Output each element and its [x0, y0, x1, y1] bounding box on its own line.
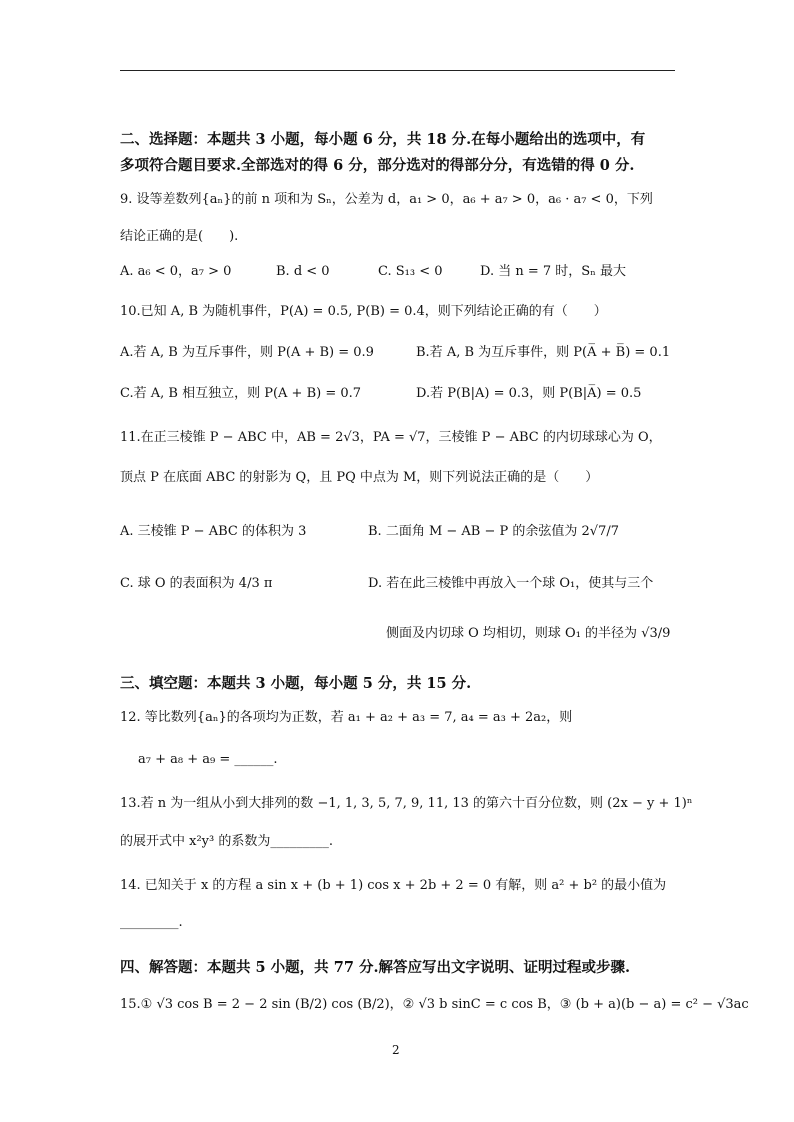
q11-option-d-line1: D. 若在此三棱锥中再放入一个球 O₁，使其与三个: [368, 576, 654, 591]
q11-stem-line1: 11.在正三棱锥 P − ABC 中，AB = 2√3，PA = √7，三棱锥 P − ABC 的内切球球心为 O，: [120, 430, 662, 445]
q14-stem-line1: 14. 已知关于 x 的方程 a sin x + (b + 1) cos x + 2b + 2 = 0 有解，则 a² + b² 的最小值为: [120, 878, 667, 893]
q11-option-d-line2: 侧面及内切球 O 均相切，则球 O₁ 的半径为 √3/9: [386, 626, 671, 641]
q15-stem-line1: 15.① √3 cos B = 2 − 2 sin (B/2) cos (B/2)，② √3 b sinC = c cos B，③ (b + a)(b − a) = c² − √3ac: [120, 997, 749, 1012]
q9-option-c: C. S₁₃ < 0: [378, 264, 443, 279]
q11-stem-line2: 顶点 P 在底面 ABC 的射影为 Q，且 PQ 中点为 M，则下列说法正确的是（ ）: [120, 470, 599, 485]
q9-stem-line2: 结论正确的是( ).: [120, 229, 239, 244]
page-number: 2: [392, 1043, 400, 1057]
q9-option-a: A. a₆ < 0，a₇ > 0: [120, 264, 232, 279]
q10-option-d: D.若 P(B|A) = 0.3，则 P(B|A̅) = 0.5: [416, 386, 642, 401]
q13-stem-line1: 13.若 n 为一组从小到大排列的数 −1, 1, 3, 5, 7, 9, 11, 13 的第六十百分位数，则 (2x − y + 1)ⁿ: [120, 796, 693, 811]
q11-option-a: A. 三棱锥 P − ABC 的体积为 3: [120, 524, 307, 539]
q11-option-b: B. 二面角 M − AB − P 的余弦值为 2√7/7: [368, 524, 620, 539]
section4-heading: 四、解答题：本题共 5 小题，共 77 分.解答应写出文字说明、证明过程或步骤.: [120, 959, 631, 976]
q9-option-d: D. 当 n = 7 时，Sₙ 最大: [480, 264, 626, 279]
q10-option-c: C.若 A, B 相互独立，则 P(A + B) = 0.7: [120, 386, 362, 401]
q9-option-b: B. d < 0: [276, 264, 330, 279]
q12-stem-line1: 12. 等比数列{aₙ}的各项均为正数，若 a₁ + a₂ + a₃ = 7, a₄ = a₃ + 2a₂，则: [120, 710, 573, 725]
q10-stem: 10.已知 A, B 为随机事件，P(A) = 0.5, P(B) = 0.4，则下列结论正确的有（ ）: [120, 304, 607, 319]
q11-option-c: C. 球 O 的表面积为 4/3 π: [120, 576, 273, 591]
q12-stem-line2: a₇ + a₈ + a₉ = ______.: [138, 752, 278, 767]
section3-heading: 三、填空题：本题共 3 小题，每小题 5 分，共 15 分.: [120, 675, 472, 692]
section2-heading-line1: 二、选择题：本题共 3 小题，每小题 6 分，共 18 分.在每小题给出的选项中，有: [120, 131, 646, 148]
q10-option-b: B.若 A, B 为互斥事件，则 P(A̅ + B̅) = 0.1: [416, 345, 671, 360]
q10-option-a: A.若 A, B 为互斥事件，则 P(A + B) = 0.9: [120, 345, 374, 360]
q13-stem-line2: 的展开式中 x²y³ 的系数为_________.: [120, 834, 333, 849]
section2-heading-line2: 多项符合题目要求.全部选对的得 6 分，部分选对的得部分分，有选错的得 0 分.: [120, 157, 635, 174]
q9-stem-line1: 9. 设等差数列{aₙ}的前 n 项和为 Sₙ，公差为 d，a₁ > 0，a₆ + a₇ > 0，a₆ · a₇ < 0，下列: [120, 192, 653, 207]
header-rule: [120, 70, 675, 71]
q14-stem-line2: _________.: [120, 915, 183, 930]
